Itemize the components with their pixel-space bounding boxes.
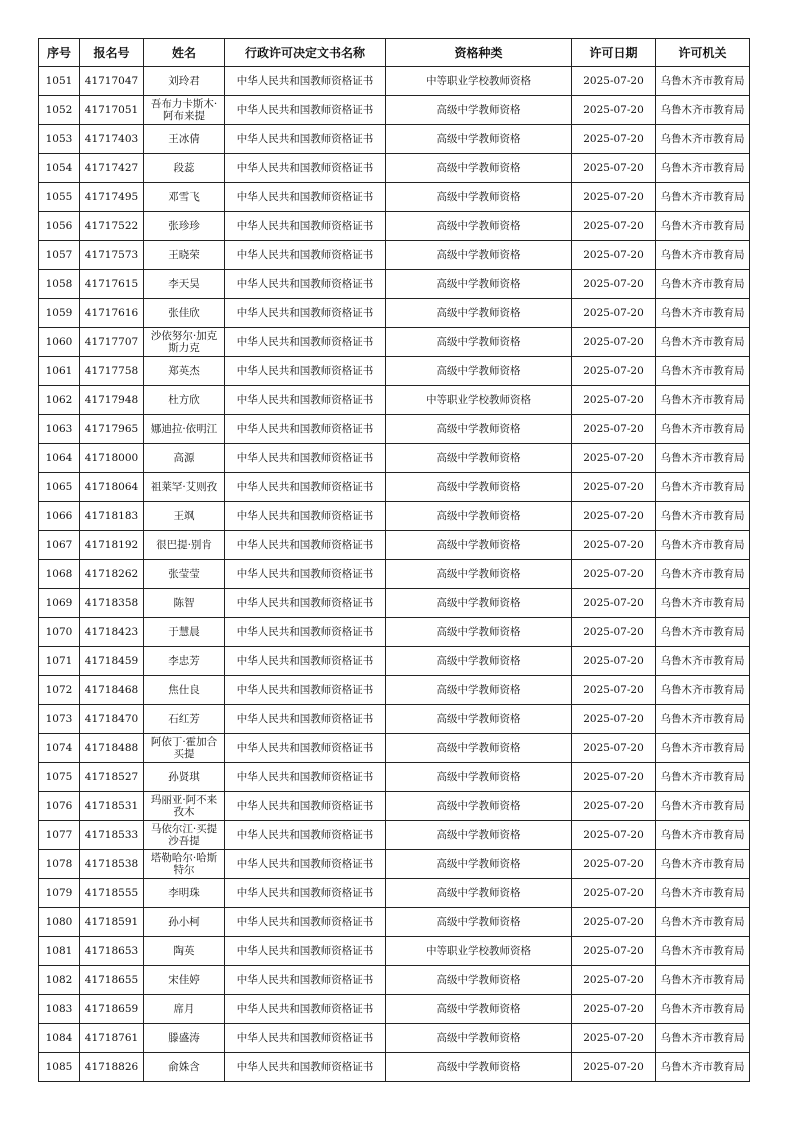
table-row	[39, 995, 750, 1024]
cell-registration: 41718358	[80, 589, 144, 618]
cell-name: 李忠芳	[144, 647, 225, 676]
cell-date: 2025-07-20	[572, 966, 656, 995]
cell-registration: 41717948	[80, 386, 144, 415]
cell-name: 焦仕良	[144, 676, 225, 705]
cell-serial: 1055	[39, 183, 80, 212]
cell-registration: 41717047	[80, 67, 144, 96]
cell-authority: 乌鲁木齐市教育局	[656, 792, 750, 821]
cell-date: 2025-07-20	[572, 734, 656, 763]
cell-name: 刘玲君	[144, 67, 225, 96]
cell-registration: 41718531	[80, 792, 144, 821]
cell-document: 中华人民共和国教师资格证书	[225, 328, 386, 357]
cell-document: 中华人民共和国教师资格证书	[225, 589, 386, 618]
cell-date: 2025-07-20	[572, 705, 656, 734]
cell-qualification: 高级中学教师资格	[386, 154, 572, 183]
cell-document: 中华人民共和国教师资格证书	[225, 241, 386, 270]
cell-name: 于慧晨	[144, 618, 225, 647]
cell-registration: 41717615	[80, 270, 144, 299]
cell-authority: 乌鲁木齐市教育局	[656, 270, 750, 299]
table-row	[39, 444, 750, 473]
cell-document: 中华人民共和国教师资格证书	[225, 676, 386, 705]
cell-date: 2025-07-20	[572, 995, 656, 1024]
cell-document: 中华人民共和国教师资格证书	[225, 734, 386, 763]
cell-qualification: 高级中学教师资格	[386, 299, 572, 328]
cell-registration: 41718659	[80, 995, 144, 1024]
cell-name: 沙依努尔·加克斯力克	[144, 328, 225, 357]
cell-name: 娜迪拉·依明江	[144, 415, 225, 444]
cell-registration: 41717616	[80, 299, 144, 328]
table-row	[39, 212, 750, 241]
table-row	[39, 821, 750, 850]
table-row	[39, 241, 750, 270]
cell-qualification: 高级中学教师资格	[386, 502, 572, 531]
col-header-name: 姓名	[144, 39, 225, 67]
cell-qualification: 高级中学教师资格	[386, 734, 572, 763]
cell-document: 中华人民共和国教师资格证书	[225, 792, 386, 821]
cell-serial: 1075	[39, 763, 80, 792]
table-row	[39, 676, 750, 705]
cell-name: 席月	[144, 995, 225, 1024]
cell-authority: 乌鲁木齐市教育局	[656, 734, 750, 763]
table-row	[39, 792, 750, 821]
cell-qualification: 高级中学教师资格	[386, 995, 572, 1024]
cell-name: 玛丽亚·阿不来孜木	[144, 792, 225, 821]
table-body	[39, 67, 750, 1082]
cell-registration: 41718423	[80, 618, 144, 647]
table-row	[39, 328, 750, 357]
cell-serial: 1063	[39, 415, 80, 444]
cell-name: 陈智	[144, 589, 225, 618]
cell-registration: 41718591	[80, 908, 144, 937]
cell-registration: 41717427	[80, 154, 144, 183]
cell-date: 2025-07-20	[572, 821, 656, 850]
cell-document: 中华人民共和国教师资格证书	[225, 154, 386, 183]
cell-authority: 乌鲁木齐市教育局	[656, 1024, 750, 1053]
cell-document: 中华人民共和国教师资格证书	[225, 995, 386, 1024]
cell-registration: 41718653	[80, 937, 144, 966]
cell-registration: 41718826	[80, 1053, 144, 1082]
cell-registration: 41718655	[80, 966, 144, 995]
cell-document: 中华人民共和国教师资格证书	[225, 937, 386, 966]
table-row	[39, 67, 750, 96]
cell-document: 中华人民共和国教师资格证书	[225, 966, 386, 995]
cell-serial: 1068	[39, 560, 80, 589]
cell-date: 2025-07-20	[572, 502, 656, 531]
cell-qualification: 高级中学教师资格	[386, 705, 572, 734]
cell-document: 中华人民共和国教师资格证书	[225, 763, 386, 792]
cell-registration: 41718538	[80, 850, 144, 879]
table-row	[39, 850, 750, 879]
cell-qualification: 高级中学教师资格	[386, 879, 572, 908]
cell-registration: 41718533	[80, 821, 144, 850]
teacher-license-table	[38, 38, 750, 1082]
cell-name: 张珍珍	[144, 212, 225, 241]
cell-serial: 1059	[39, 299, 80, 328]
cell-authority: 乌鲁木齐市教育局	[656, 1053, 750, 1082]
cell-document: 中华人民共和国教师资格证书	[225, 850, 386, 879]
cell-serial: 1072	[39, 676, 80, 705]
cell-serial: 1076	[39, 792, 80, 821]
cell-date: 2025-07-20	[572, 67, 656, 96]
cell-qualification: 中等职业学校教师资格	[386, 67, 572, 96]
cell-authority: 乌鲁木齐市教育局	[656, 850, 750, 879]
cell-authority: 乌鲁木齐市教育局	[656, 618, 750, 647]
cell-date: 2025-07-20	[572, 792, 656, 821]
cell-serial: 1085	[39, 1053, 80, 1082]
cell-name: 王冰倩	[144, 125, 225, 154]
table-row	[39, 96, 750, 125]
cell-date: 2025-07-20	[572, 531, 656, 560]
cell-qualification: 高级中学教师资格	[386, 270, 572, 299]
cell-serial: 1061	[39, 357, 80, 386]
col-header-serial: 序号	[39, 39, 80, 67]
cell-name: 李明珠	[144, 879, 225, 908]
cell-serial: 1069	[39, 589, 80, 618]
cell-qualification: 高级中学教师资格	[386, 850, 572, 879]
cell-document: 中华人民共和国教师资格证书	[225, 125, 386, 154]
table-row	[39, 415, 750, 444]
cell-name: 滕盛涛	[144, 1024, 225, 1053]
cell-authority: 乌鲁木齐市教育局	[656, 154, 750, 183]
cell-serial: 1054	[39, 154, 80, 183]
cell-authority: 乌鲁木齐市教育局	[656, 212, 750, 241]
cell-date: 2025-07-20	[572, 589, 656, 618]
cell-serial: 1065	[39, 473, 80, 502]
table-row	[39, 908, 750, 937]
table-row	[39, 763, 750, 792]
cell-qualification: 高级中学教师资格	[386, 763, 572, 792]
cell-document: 中华人民共和国教师资格证书	[225, 531, 386, 560]
cell-name: 宋佳婷	[144, 966, 225, 995]
table-row	[39, 589, 750, 618]
cell-serial: 1053	[39, 125, 80, 154]
table-row	[39, 531, 750, 560]
col-header-authority: 许可机关	[656, 39, 750, 67]
table-row	[39, 270, 750, 299]
cell-date: 2025-07-20	[572, 357, 656, 386]
cell-qualification: 高级中学教师资格	[386, 1024, 572, 1053]
table-row	[39, 357, 750, 386]
cell-registration: 41717758	[80, 357, 144, 386]
cell-registration: 41717495	[80, 183, 144, 212]
cell-qualification: 高级中学教师资格	[386, 589, 572, 618]
cell-document: 中华人民共和国教师资格证书	[225, 473, 386, 502]
cell-date: 2025-07-20	[572, 444, 656, 473]
cell-serial: 1079	[39, 879, 80, 908]
cell-serial: 1083	[39, 995, 80, 1024]
cell-serial: 1057	[39, 241, 80, 270]
cell-date: 2025-07-20	[572, 386, 656, 415]
cell-document: 中华人民共和国教师资格证书	[225, 560, 386, 589]
cell-serial: 1056	[39, 212, 80, 241]
table-row	[39, 705, 750, 734]
cell-name: 祖莱罕·艾则孜	[144, 473, 225, 502]
col-header-document: 行政许可决定文书名称	[225, 39, 386, 67]
cell-authority: 乌鲁木齐市教育局	[656, 67, 750, 96]
cell-qualification: 高级中学教师资格	[386, 908, 572, 937]
cell-name: 俞姝含	[144, 1053, 225, 1082]
cell-name: 孙贤琪	[144, 763, 225, 792]
cell-registration: 41718262	[80, 560, 144, 589]
cell-registration: 41718000	[80, 444, 144, 473]
cell-qualification: 中等职业学校教师资格	[386, 386, 572, 415]
cell-name: 段蕊	[144, 154, 225, 183]
table-row	[39, 560, 750, 589]
cell-serial: 1058	[39, 270, 80, 299]
table-row	[39, 125, 750, 154]
cell-name: 王晓荣	[144, 241, 225, 270]
cell-serial: 1084	[39, 1024, 80, 1053]
cell-name: 张佳欣	[144, 299, 225, 328]
cell-qualification: 高级中学教师资格	[386, 473, 572, 502]
cell-date: 2025-07-20	[572, 270, 656, 299]
cell-authority: 乌鲁木齐市教育局	[656, 328, 750, 357]
cell-document: 中华人民共和国教师资格证书	[225, 415, 386, 444]
cell-registration: 41718470	[80, 705, 144, 734]
cell-authority: 乌鲁木齐市教育局	[656, 560, 750, 589]
cell-serial: 1051	[39, 67, 80, 96]
cell-qualification: 高级中学教师资格	[386, 647, 572, 676]
cell-serial: 1060	[39, 328, 80, 357]
cell-authority: 乌鲁木齐市教育局	[656, 763, 750, 792]
cell-document: 中华人民共和国教师资格证书	[225, 821, 386, 850]
cell-date: 2025-07-20	[572, 183, 656, 212]
cell-qualification: 高级中学教师资格	[386, 212, 572, 241]
cell-date: 2025-07-20	[572, 908, 656, 937]
cell-document: 中华人民共和国教师资格证书	[225, 386, 386, 415]
cell-name: 王飒	[144, 502, 225, 531]
cell-authority: 乌鲁木齐市教育局	[656, 647, 750, 676]
cell-document: 中华人民共和国教师资格证书	[225, 96, 386, 125]
cell-serial: 1077	[39, 821, 80, 850]
cell-date: 2025-07-20	[572, 473, 656, 502]
cell-document: 中华人民共和国教师资格证书	[225, 212, 386, 241]
cell-date: 2025-07-20	[572, 1053, 656, 1082]
cell-serial: 1080	[39, 908, 80, 937]
cell-authority: 乌鲁木齐市教育局	[656, 995, 750, 1024]
cell-authority: 乌鲁木齐市教育局	[656, 705, 750, 734]
cell-registration: 41718555	[80, 879, 144, 908]
cell-registration: 41718064	[80, 473, 144, 502]
cell-authority: 乌鲁木齐市教育局	[656, 502, 750, 531]
cell-authority: 乌鲁木齐市教育局	[656, 966, 750, 995]
cell-serial: 1074	[39, 734, 80, 763]
cell-name: 塔勒哈尔·哈斯特尔	[144, 850, 225, 879]
cell-name: 张莹莹	[144, 560, 225, 589]
cell-registration: 41718468	[80, 676, 144, 705]
cell-qualification: 高级中学教师资格	[386, 241, 572, 270]
cell-date: 2025-07-20	[572, 212, 656, 241]
cell-date: 2025-07-20	[572, 618, 656, 647]
cell-date: 2025-07-20	[572, 415, 656, 444]
cell-serial: 1073	[39, 705, 80, 734]
cell-date: 2025-07-20	[572, 937, 656, 966]
cell-date: 2025-07-20	[572, 96, 656, 125]
cell-authority: 乌鲁木齐市教育局	[656, 357, 750, 386]
cell-registration: 41718183	[80, 502, 144, 531]
cell-authority: 乌鲁木齐市教育局	[656, 676, 750, 705]
cell-name: 李天昊	[144, 270, 225, 299]
cell-registration: 41717965	[80, 415, 144, 444]
cell-date: 2025-07-20	[572, 1024, 656, 1053]
cell-qualification: 高级中学教师资格	[386, 328, 572, 357]
cell-document: 中华人民共和国教师资格证书	[225, 502, 386, 531]
col-header-qualification: 资格种类	[386, 39, 572, 67]
cell-authority: 乌鲁木齐市教育局	[656, 879, 750, 908]
cell-registration: 41718761	[80, 1024, 144, 1053]
table-row	[39, 879, 750, 908]
cell-qualification: 高级中学教师资格	[386, 531, 572, 560]
cell-name: 杜方欣	[144, 386, 225, 415]
cell-date: 2025-07-20	[572, 676, 656, 705]
table-row	[39, 734, 750, 763]
cell-registration: 41718192	[80, 531, 144, 560]
cell-qualification: 高级中学教师资格	[386, 560, 572, 589]
cell-qualification: 高级中学教师资格	[386, 1053, 572, 1082]
cell-document: 中华人民共和国教师资格证书	[225, 444, 386, 473]
table-row	[39, 154, 750, 183]
cell-authority: 乌鲁木齐市教育局	[656, 241, 750, 270]
cell-serial: 1071	[39, 647, 80, 676]
cell-serial: 1066	[39, 502, 80, 531]
cell-authority: 乌鲁木齐市教育局	[656, 415, 750, 444]
cell-document: 中华人民共和国教师资格证书	[225, 705, 386, 734]
cell-authority: 乌鲁木齐市教育局	[656, 937, 750, 966]
cell-qualification: 高级中学教师资格	[386, 618, 572, 647]
cell-registration: 41717573	[80, 241, 144, 270]
cell-date: 2025-07-20	[572, 647, 656, 676]
cell-name: 很巴提·别肯	[144, 531, 225, 560]
table-row	[39, 966, 750, 995]
cell-name: 孙小柯	[144, 908, 225, 937]
cell-authority: 乌鲁木齐市教育局	[656, 444, 750, 473]
cell-registration: 41717707	[80, 328, 144, 357]
table-row	[39, 1024, 750, 1053]
cell-serial: 1070	[39, 618, 80, 647]
cell-document: 中华人民共和国教师资格证书	[225, 183, 386, 212]
cell-registration: 41718459	[80, 647, 144, 676]
cell-authority: 乌鲁木齐市教育局	[656, 125, 750, 154]
cell-serial: 1082	[39, 966, 80, 995]
cell-qualification: 高级中学教师资格	[386, 357, 572, 386]
cell-document: 中华人民共和国教师资格证书	[225, 1053, 386, 1082]
cell-name: 邓雪飞	[144, 183, 225, 212]
table-row	[39, 473, 750, 502]
cell-date: 2025-07-20	[572, 125, 656, 154]
cell-authority: 乌鲁木齐市教育局	[656, 96, 750, 125]
cell-authority: 乌鲁木齐市教育局	[656, 908, 750, 937]
cell-name: 吾布力卡斯木·阿布来提	[144, 96, 225, 125]
cell-name: 陶英	[144, 937, 225, 966]
cell-qualification: 中等职业学校教师资格	[386, 937, 572, 966]
cell-date: 2025-07-20	[572, 850, 656, 879]
table-row	[39, 299, 750, 328]
cell-name: 马依尔江·买提沙吾提	[144, 821, 225, 850]
cell-name: 高源	[144, 444, 225, 473]
table-row	[39, 1053, 750, 1082]
cell-authority: 乌鲁木齐市教育局	[656, 386, 750, 415]
cell-document: 中华人民共和国教师资格证书	[225, 67, 386, 96]
cell-name: 郑英杰	[144, 357, 225, 386]
cell-date: 2025-07-20	[572, 763, 656, 792]
cell-document: 中华人民共和国教师资格证书	[225, 908, 386, 937]
cell-qualification: 高级中学教师资格	[386, 183, 572, 212]
cell-qualification: 高级中学教师资格	[386, 792, 572, 821]
cell-document: 中华人民共和国教师资格证书	[225, 1024, 386, 1053]
cell-document: 中华人民共和国教师资格证书	[225, 299, 386, 328]
cell-document: 中华人民共和国教师资格证书	[225, 270, 386, 299]
cell-registration: 41717403	[80, 125, 144, 154]
cell-registration: 41718488	[80, 734, 144, 763]
cell-qualification: 高级中学教师资格	[386, 125, 572, 154]
cell-document: 中华人民共和国教师资格证书	[225, 647, 386, 676]
col-header-registration: 报名号	[80, 39, 144, 67]
cell-authority: 乌鲁木齐市教育局	[656, 821, 750, 850]
cell-serial: 1067	[39, 531, 80, 560]
table-row	[39, 618, 750, 647]
header-row	[39, 39, 750, 67]
col-header-date: 许可日期	[572, 39, 656, 67]
cell-serial: 1081	[39, 937, 80, 966]
cell-serial: 1064	[39, 444, 80, 473]
cell-registration: 41717051	[80, 96, 144, 125]
cell-qualification: 高级中学教师资格	[386, 96, 572, 125]
cell-authority: 乌鲁木齐市教育局	[656, 531, 750, 560]
cell-serial: 1052	[39, 96, 80, 125]
cell-qualification: 高级中学教师资格	[386, 821, 572, 850]
cell-date: 2025-07-20	[572, 328, 656, 357]
cell-document: 中华人民共和国教师资格证书	[225, 357, 386, 386]
cell-qualification: 高级中学教师资格	[386, 966, 572, 995]
cell-document: 中华人民共和国教师资格证书	[225, 879, 386, 908]
cell-authority: 乌鲁木齐市教育局	[656, 183, 750, 212]
cell-registration: 41718527	[80, 763, 144, 792]
cell-authority: 乌鲁木齐市教育局	[656, 473, 750, 502]
cell-date: 2025-07-20	[572, 154, 656, 183]
cell-authority: 乌鲁木齐市教育局	[656, 589, 750, 618]
table-row	[39, 386, 750, 415]
table-row	[39, 502, 750, 531]
table-row	[39, 183, 750, 212]
cell-date: 2025-07-20	[572, 299, 656, 328]
cell-date: 2025-07-20	[572, 241, 656, 270]
table-row	[39, 647, 750, 676]
cell-serial: 1062	[39, 386, 80, 415]
table-row	[39, 937, 750, 966]
cell-qualification: 高级中学教师资格	[386, 415, 572, 444]
cell-name: 石红芳	[144, 705, 225, 734]
table-header	[39, 39, 750, 67]
cell-qualification: 高级中学教师资格	[386, 676, 572, 705]
cell-name: 阿依丁·霍加合买提	[144, 734, 225, 763]
cell-date: 2025-07-20	[572, 560, 656, 589]
cell-registration: 41717522	[80, 212, 144, 241]
cell-date: 2025-07-20	[572, 879, 656, 908]
cell-authority: 乌鲁木齐市教育局	[656, 299, 750, 328]
cell-qualification: 高级中学教师资格	[386, 444, 572, 473]
cell-serial: 1078	[39, 850, 80, 879]
cell-document: 中华人民共和国教师资格证书	[225, 618, 386, 647]
